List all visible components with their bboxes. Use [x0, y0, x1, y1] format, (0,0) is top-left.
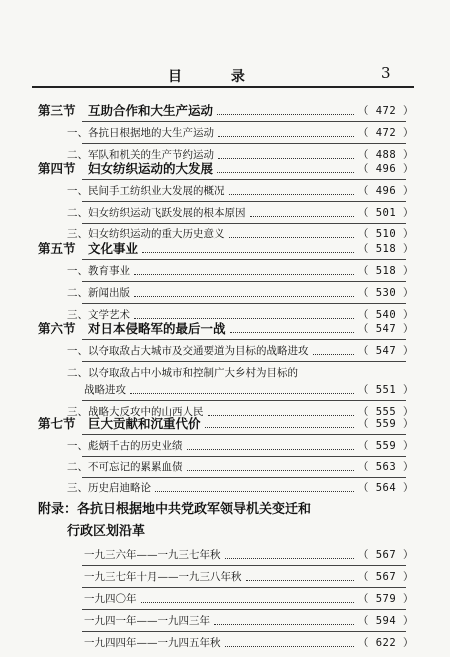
toc-section-3	[0, 100, 450, 120]
toc-entry-label: 战略进攻	[84, 383, 126, 396]
toc-subsection	[0, 340, 450, 360]
dot-leader	[142, 252, 354, 253]
toc-subsection-continued	[0, 379, 450, 399]
toc-entry-label: 三、历史启迪略论	[67, 481, 151, 494]
toc-entry-label: 三、文学艺术	[67, 308, 130, 321]
toc-entry-page: （ 563 ）	[357, 460, 414, 473]
toc-entry-label: 第五节 文化事业	[38, 241, 139, 256]
toc-subsection	[0, 180, 450, 200]
dot-leader	[225, 646, 354, 647]
toc-entry-label: 一、以夺取敌占大城市及交通要道为目标的战略进攻	[67, 344, 309, 357]
dot-leader	[229, 194, 354, 195]
dot-leader	[205, 427, 354, 428]
toc-subsection	[0, 202, 450, 222]
toc-entry-page: （ 547 ）	[357, 322, 414, 335]
toc-entry-page: （ 559 ）	[357, 439, 414, 452]
toc-subsection	[0, 282, 450, 302]
toc-subsection	[0, 122, 450, 142]
toc-section-6	[0, 318, 450, 338]
toc-entry-page: （ 518 ）	[357, 264, 414, 277]
dot-leader	[187, 449, 354, 450]
toc-entry-label: 一、彪炳千古的历史业绩	[67, 439, 183, 452]
toc-entry-label: 二、妇女纺织运动飞跃发展的根本原因	[67, 206, 246, 219]
toc-section-4	[0, 158, 450, 178]
dot-leader	[225, 558, 354, 559]
dot-leader	[187, 470, 354, 471]
toc-entry-page: （ 496 ）	[357, 184, 414, 197]
toc-entry-page: （ 530 ）	[357, 286, 414, 299]
toc-entry-page: （ 594 ）	[357, 614, 414, 627]
toc-entry-page: （ 540 ）	[357, 308, 414, 321]
toc-entry-label: 一、民间手工纺织业大发展的概况	[67, 184, 225, 197]
dot-leader	[134, 296, 354, 297]
toc-appendix-item	[0, 588, 450, 608]
toc-entry-page: （ 488 ）	[357, 148, 414, 161]
toc-entry-page: （ 518 ）	[357, 242, 414, 255]
toc-entry-page: （ 510 ）	[357, 227, 414, 240]
toc-subsection	[0, 456, 450, 476]
toc-section-7	[0, 413, 450, 433]
toc-entry-label: 一九四〇年	[84, 592, 137, 605]
toc-entry-page: （ 472 ）	[357, 104, 414, 117]
toc-entry-page: （ 622 ）	[357, 636, 414, 649]
dot-leader	[130, 393, 354, 394]
toc-entry-label: 第六节 对日本侵略军的最后一战	[38, 321, 226, 336]
page-number: 3	[381, 64, 391, 82]
toc-entry-label: 第四节 妇女纺织运动的大发展	[38, 161, 214, 176]
toc-appendix-title	[0, 497, 450, 517]
dot-leader	[218, 136, 354, 137]
toc-subsection	[0, 260, 450, 280]
toc-entry-label: 二、新闻出版	[67, 286, 130, 299]
toc-entry-page: （ 472 ）	[357, 126, 414, 139]
toc-entry-page: （ 579 ）	[357, 592, 414, 605]
dot-leader	[214, 624, 354, 625]
toc-entry-page: （ 501 ）	[357, 206, 414, 219]
dot-leader	[246, 580, 354, 581]
toc-section-5	[0, 238, 450, 258]
toc-subsection	[0, 477, 450, 497]
page-title: 目 录	[168, 69, 267, 85]
toc-entry-page: （ 559 ）	[357, 417, 414, 430]
toc-entry-page: （ 547 ）	[357, 344, 414, 357]
toc-entry-label: 三、妇女纺织运动的重大历史意义	[67, 227, 225, 240]
dot-leader	[217, 172, 354, 173]
toc-entry-label: 附录：各抗日根据地中共党政军领导机关变迁和	[38, 501, 312, 517]
toc-entry-label: 二、不可忘记的累累血债	[67, 460, 183, 473]
toc-entry-label: 一九四一年——一九四三年	[84, 614, 210, 627]
toc-subsection	[0, 435, 450, 455]
toc-appendix-item	[0, 610, 450, 630]
toc-appendix-item	[0, 566, 450, 586]
dot-leader	[230, 332, 354, 333]
toc-entry-label: 第三节 互助合作和大生产运动	[38, 103, 214, 118]
dot-leader	[217, 114, 354, 115]
toc-entry-page: （ 555 ）	[357, 405, 414, 418]
dot-leader	[155, 491, 354, 492]
toc-entry-label: 一九三六年——一九三七年秋	[84, 548, 221, 561]
toc-entry-label: 一、教育事业	[67, 264, 130, 277]
toc-entry-label: 三、战略大反攻中的山西人民	[67, 405, 204, 418]
toc-appendix-item	[0, 544, 450, 564]
toc-entry-label: 一九三七年十月——一九三八年秋	[84, 570, 242, 583]
toc-entry-page: （ 551 ）	[357, 383, 414, 396]
toc-entry-page: （ 567 ）	[357, 548, 414, 561]
toc-appendix-item	[0, 632, 450, 652]
toc-entry-page: （ 567 ）	[357, 570, 414, 583]
toc-entry-label: 一九四四年——一九四五年秋	[84, 636, 221, 649]
dot-leader	[141, 602, 354, 603]
dot-leader	[250, 216, 354, 217]
toc-appendix-title-continued	[0, 519, 450, 539]
toc-entry-page: （ 564 ）	[357, 481, 414, 494]
dot-leader	[313, 354, 354, 355]
toc-entry-label: 行政区划沿革	[67, 523, 146, 539]
toc-entry-label: 一、各抗日根据地的大生产运动	[67, 126, 214, 139]
toc-entry-label: 二、以夺取敌占中小城市和控制广大乡村为目标的	[67, 366, 298, 379]
toc-entry-page: （ 496 ）	[357, 162, 414, 175]
dot-leader	[134, 274, 354, 275]
toc-entry-label: 二、军队和机关的生产节约运动	[67, 148, 214, 161]
toc-entry-label: 第七节 巨大贡献和沉重代价	[38, 416, 201, 431]
